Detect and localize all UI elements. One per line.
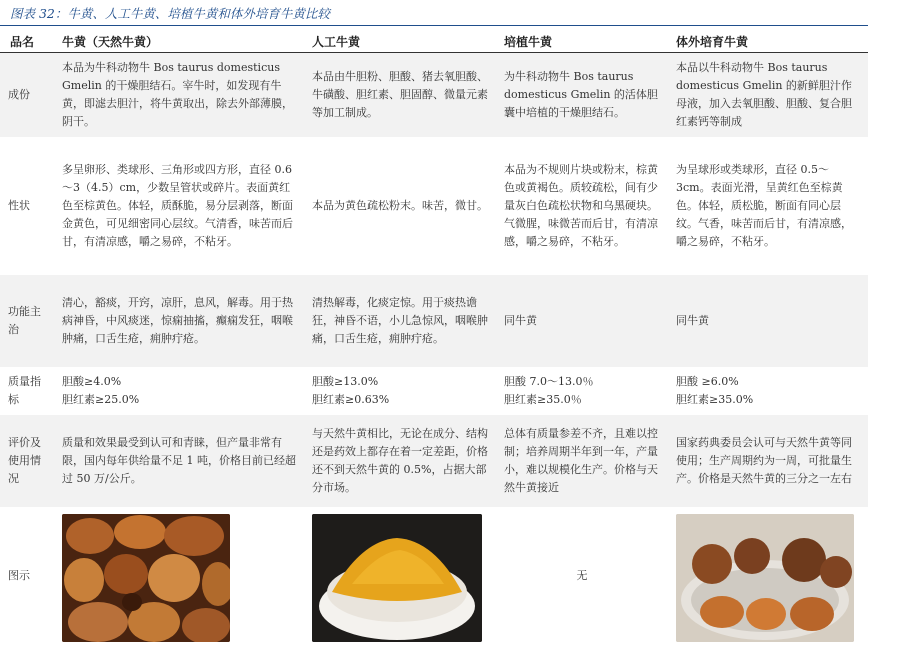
table-cell: 质量和效果最受到认可和青睐，但产量非常有限，国内每年供给量不足 1 吨，价格目前已经超过 50 万/公斤。 [52, 415, 302, 507]
table-cell: 胆酸 7.0～13.0％ 胆红素≥35.0％ [504, 374, 594, 406]
table-cell: 胆酸≥4.0% 胆红素≥25.0% [62, 374, 140, 406]
table-cell: 胆酸 ≥6.0% 胆红素≥35.0% [676, 374, 754, 406]
image-cell [302, 507, 494, 645]
header-row [0, 30, 868, 53]
table-row [0, 415, 868, 507]
table-cell: 为牛科动物牛 Bos taurus domesticus Gmelin 的活体胆囊中培植的干燥胆结石。 [494, 53, 666, 137]
table-cell: 多呈卵形、类球形、三角形或四方形，直径 0.6～3（4.5）cm，少数呈管状或碎片。表面黄红色至棕黄色。体轻，质酥脆，易分层剥落，断面金黄色，可见细密同心层纹。气清香，味苦而后甘，有清凉感，嚼之易碎，不粘牙。 [62, 162, 293, 248]
table-row [0, 53, 868, 137]
header-name: 品名 [0, 30, 52, 53]
row-label: 评价及使用情况 [0, 415, 52, 507]
table-cell: 为呈球形或类球形，直径 0.5～3cm。表面光滑，呈黄红色至棕黄色。体轻，质松脆，断面有同心层纹。气香，味苦而后甘，有清凉感，嚼之易碎，不粘牙。 [676, 162, 852, 248]
table-cell: 本品为牛科动物牛 Bos taurus domesticus Gmelin 的干燥胆结石。宰牛时，如发现有牛黄，即滤去胆汁，将牛黄取出，除去外部薄膜，阴干。 [52, 53, 302, 137]
table-cell: 清心，豁痰，开窍，凉肝，息风，解毒。用于热病神昏，中风痰迷，惊痫抽搐，癫痫发狂，咽喉肿痛，口舌生疮，痈肿疔疮。 [52, 275, 302, 367]
header-in-vitro-bezoar: 体外培育牛黄 [666, 30, 868, 53]
table-cell: 同牛黄 [666, 275, 868, 367]
header-cultivated-bezoar: 培植牛黄 [494, 30, 666, 53]
comparison-table [0, 30, 868, 645]
table-cell: 本品为不规则片块或粉末，棕黄色或黄褐色。质较疏松，间有少量灰白色疏松状物和乌黑硬块。气微腥，味微苦而后甘，有清凉感，嚼之易碎，不粘牙。 [504, 162, 658, 248]
table-row [0, 275, 868, 367]
table-cell: 同牛黄 [494, 275, 666, 367]
row-label: 功能主治 [0, 275, 52, 367]
table-cell: 本品以牛科动物牛 Bos taurus domesticus Gmelin 的新鲜胆汁作母液，加入去氧胆酸、胆酸、复合胆红素钙等制成 [666, 53, 868, 137]
image-cell [52, 507, 302, 645]
header-natural-bezoar: 牛黄（天然牛黄） [52, 30, 302, 53]
figure-caption: 图表 32：牛黄、人工牛黄、培植牛黄和体外培育牛黄比较 [10, 6, 330, 21]
table-cell: 本品为黄色疏松粉末。味苦，微甘。 [312, 198, 488, 212]
row-label: 成份 [0, 53, 52, 137]
image-row [0, 507, 868, 645]
natural-bezoar-photo [62, 514, 230, 642]
no-image-cell: 无 [576, 568, 588, 582]
row-label: 性状 [8, 198, 30, 212]
artificial-bezoar-photo [312, 514, 482, 642]
header-artificial-bezoar: 人工牛黄 [302, 30, 494, 53]
table-cell: 胆酸≥13.0% 胆红素≥0.63% [312, 374, 390, 406]
table-cell: 本品由牛胆粉、胆酸、猪去氧胆酸、牛磺酸、胆红素、胆固醇、微量元素等加工制成。 [302, 53, 494, 137]
table-cell: 总体有质量参差不齐，且难以控制；培养周期半年到一年，产量小，难以规模化生产。价格与天然牛黄接近 [494, 415, 666, 507]
table-row [0, 137, 868, 275]
row-label: 图示 [8, 568, 30, 582]
table-cell: 与天然牛黄相比，无论在成分、结构还是药效上都存在着一定差距，价格还不到天然牛黄的 0.5%，占据大部分市场。 [302, 415, 494, 507]
in-vitro-bezoar-photo [676, 514, 854, 642]
table-row [0, 367, 868, 415]
table-cell: 国家药典委员会认可与天然牛黄等同使用；生产周期约为一周，可批量生产。价格是天然牛黄的三分之一左右 [666, 415, 868, 507]
table-cell: 清热解毒，化痰定惊。用于痰热谵狂，神昏不语，小儿急惊风，咽喉肿痛，口舌生疮，痈肿疔疮。 [302, 275, 494, 367]
row-label: 质量指标 [8, 374, 41, 406]
top-rule [0, 25, 868, 26]
image-cell [666, 507, 868, 645]
